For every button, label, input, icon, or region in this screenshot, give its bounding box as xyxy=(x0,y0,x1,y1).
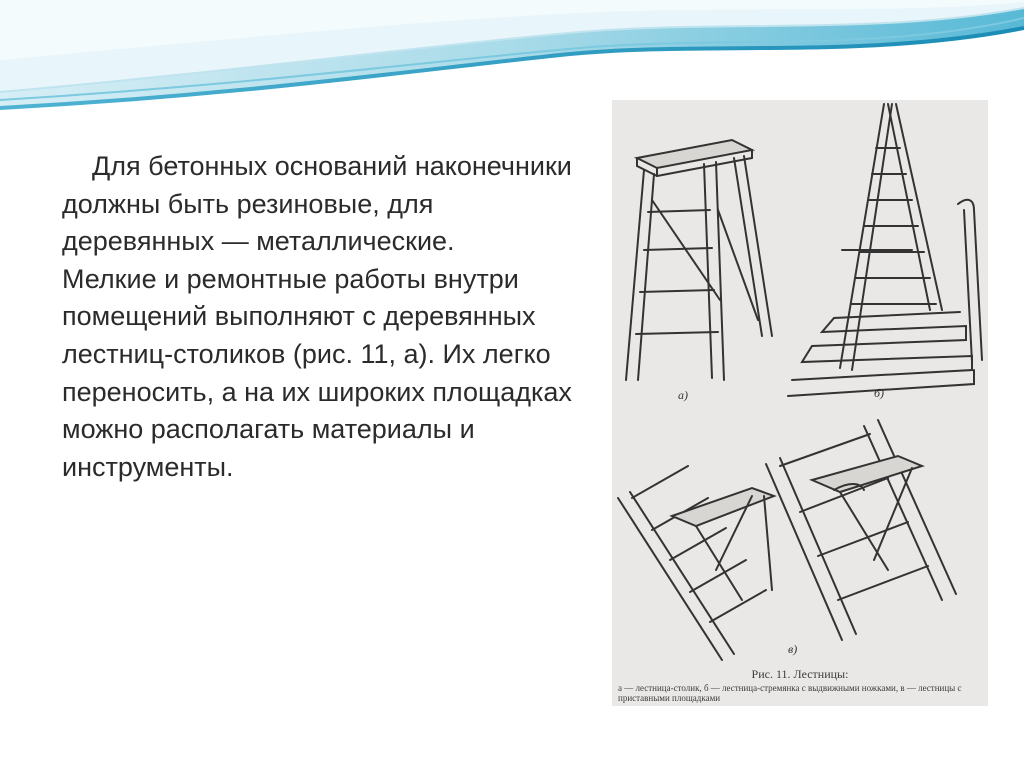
paragraph-small-works: Мелкие и ремонтные работы внутри помещений выполняют с деревянных лестниц-столиков (рис. 11, а). Их легко переносить, а на их широких площадках можно располагать материалы и инструменты. xyxy=(62,263,572,482)
figure-label-c: в) xyxy=(788,642,798,656)
paragraph-tips: Для бетонных оснований наконечники должны быть резиновые, для деревянных — металлические. xyxy=(62,151,572,257)
body-text xyxy=(62,148,582,486)
figure-label-b: б) xyxy=(874,386,885,400)
figure-caption-title: Рис. 11. Лестницы: xyxy=(751,667,849,681)
stepladder-drawing xyxy=(788,104,982,396)
ladders-illustration xyxy=(612,100,988,706)
figure-label-a: а) xyxy=(678,388,688,402)
figure-caption-legend: а — лестница-столик, б — лестница-стремянка с выдвижными ножками, в — лестницы с приставными площадками xyxy=(618,683,962,703)
step-stool-drawing xyxy=(626,140,772,380)
ladders-figure xyxy=(612,100,988,706)
platform-ladder-right-drawing xyxy=(766,420,956,640)
platform-ladder-left-drawing xyxy=(618,466,774,660)
